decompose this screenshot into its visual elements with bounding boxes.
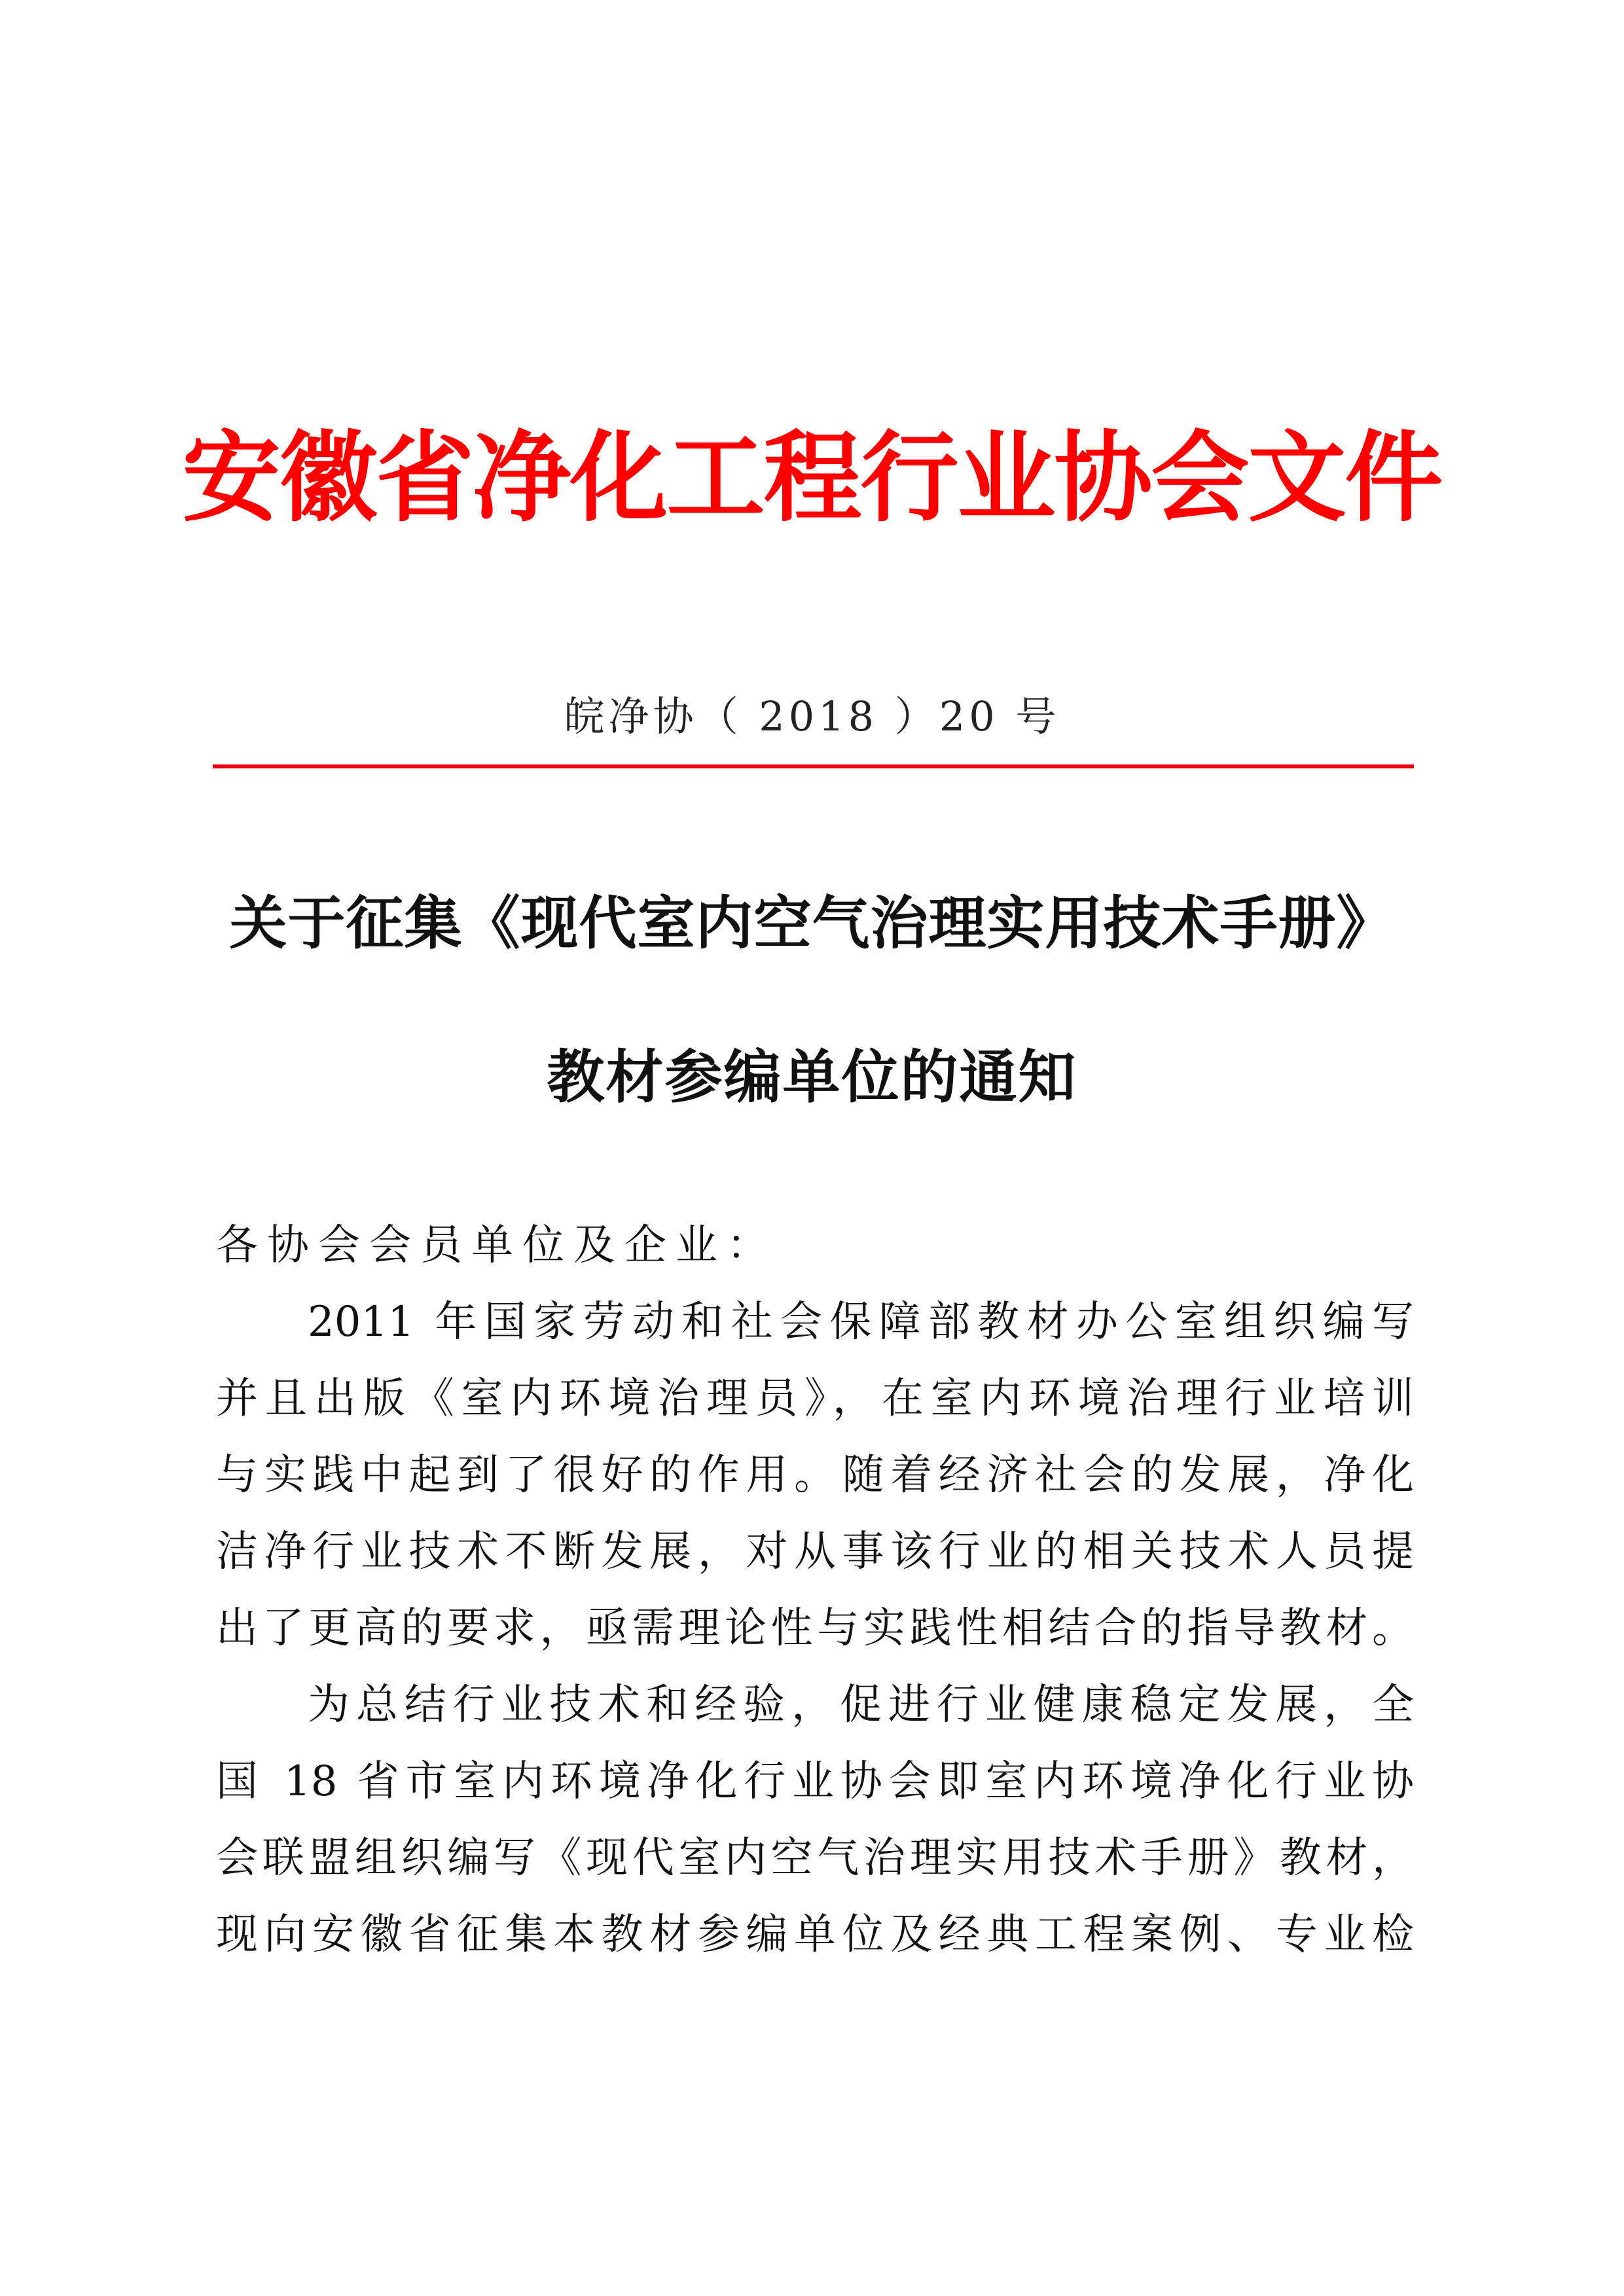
red-divider-line [213,764,1414,768]
body-line: 洁净行业技术不断发展，对从事该行业的相关技术人员提 [216,1528,1414,1576]
body-line: 为总结行业技术和经验，促进行业健康稳定发展，全 [308,1681,1414,1729]
body-line: 出了更高的要求，亟需理论性与实践性相结合的指导教材。 [216,1604,1414,1653]
body-line: 会联盟组织编写《现代室内空气治理实用技术手册》教材， [216,1834,1414,1882]
body-line: 现向安徽省征集本教材参编单位及经典工程案例、专业检 [216,1910,1414,1959]
notice-body [216,1208,1414,1973]
salutation: 各协会会员单位及企业： [216,1221,778,1270]
notice-title-line-2: 教材参编单位的通知 [547,1043,1077,1111]
notice-title-line-1: 关于征集《现代室内空气治理实用技术手册》 [229,889,1395,957]
body-line: 国 18 省市室内环境净化行业协会即室内环境净化行业协 [216,1757,1414,1806]
body-line: 并且出版《室内环境治理员》，在室内环境治理行业培训 [216,1374,1414,1423]
document-header-title: 安徽省净化工程行业协会文件 [182,420,1442,535]
body-line: 2011 年国家劳动和社会保障部教材办公室组织编写 [308,1298,1414,1346]
document-number: 皖净协（ 2018 ）20 号 [564,692,1060,740]
body-line: 与实践中起到了很好的作用。随着经济社会的发展，净化 [216,1451,1414,1499]
